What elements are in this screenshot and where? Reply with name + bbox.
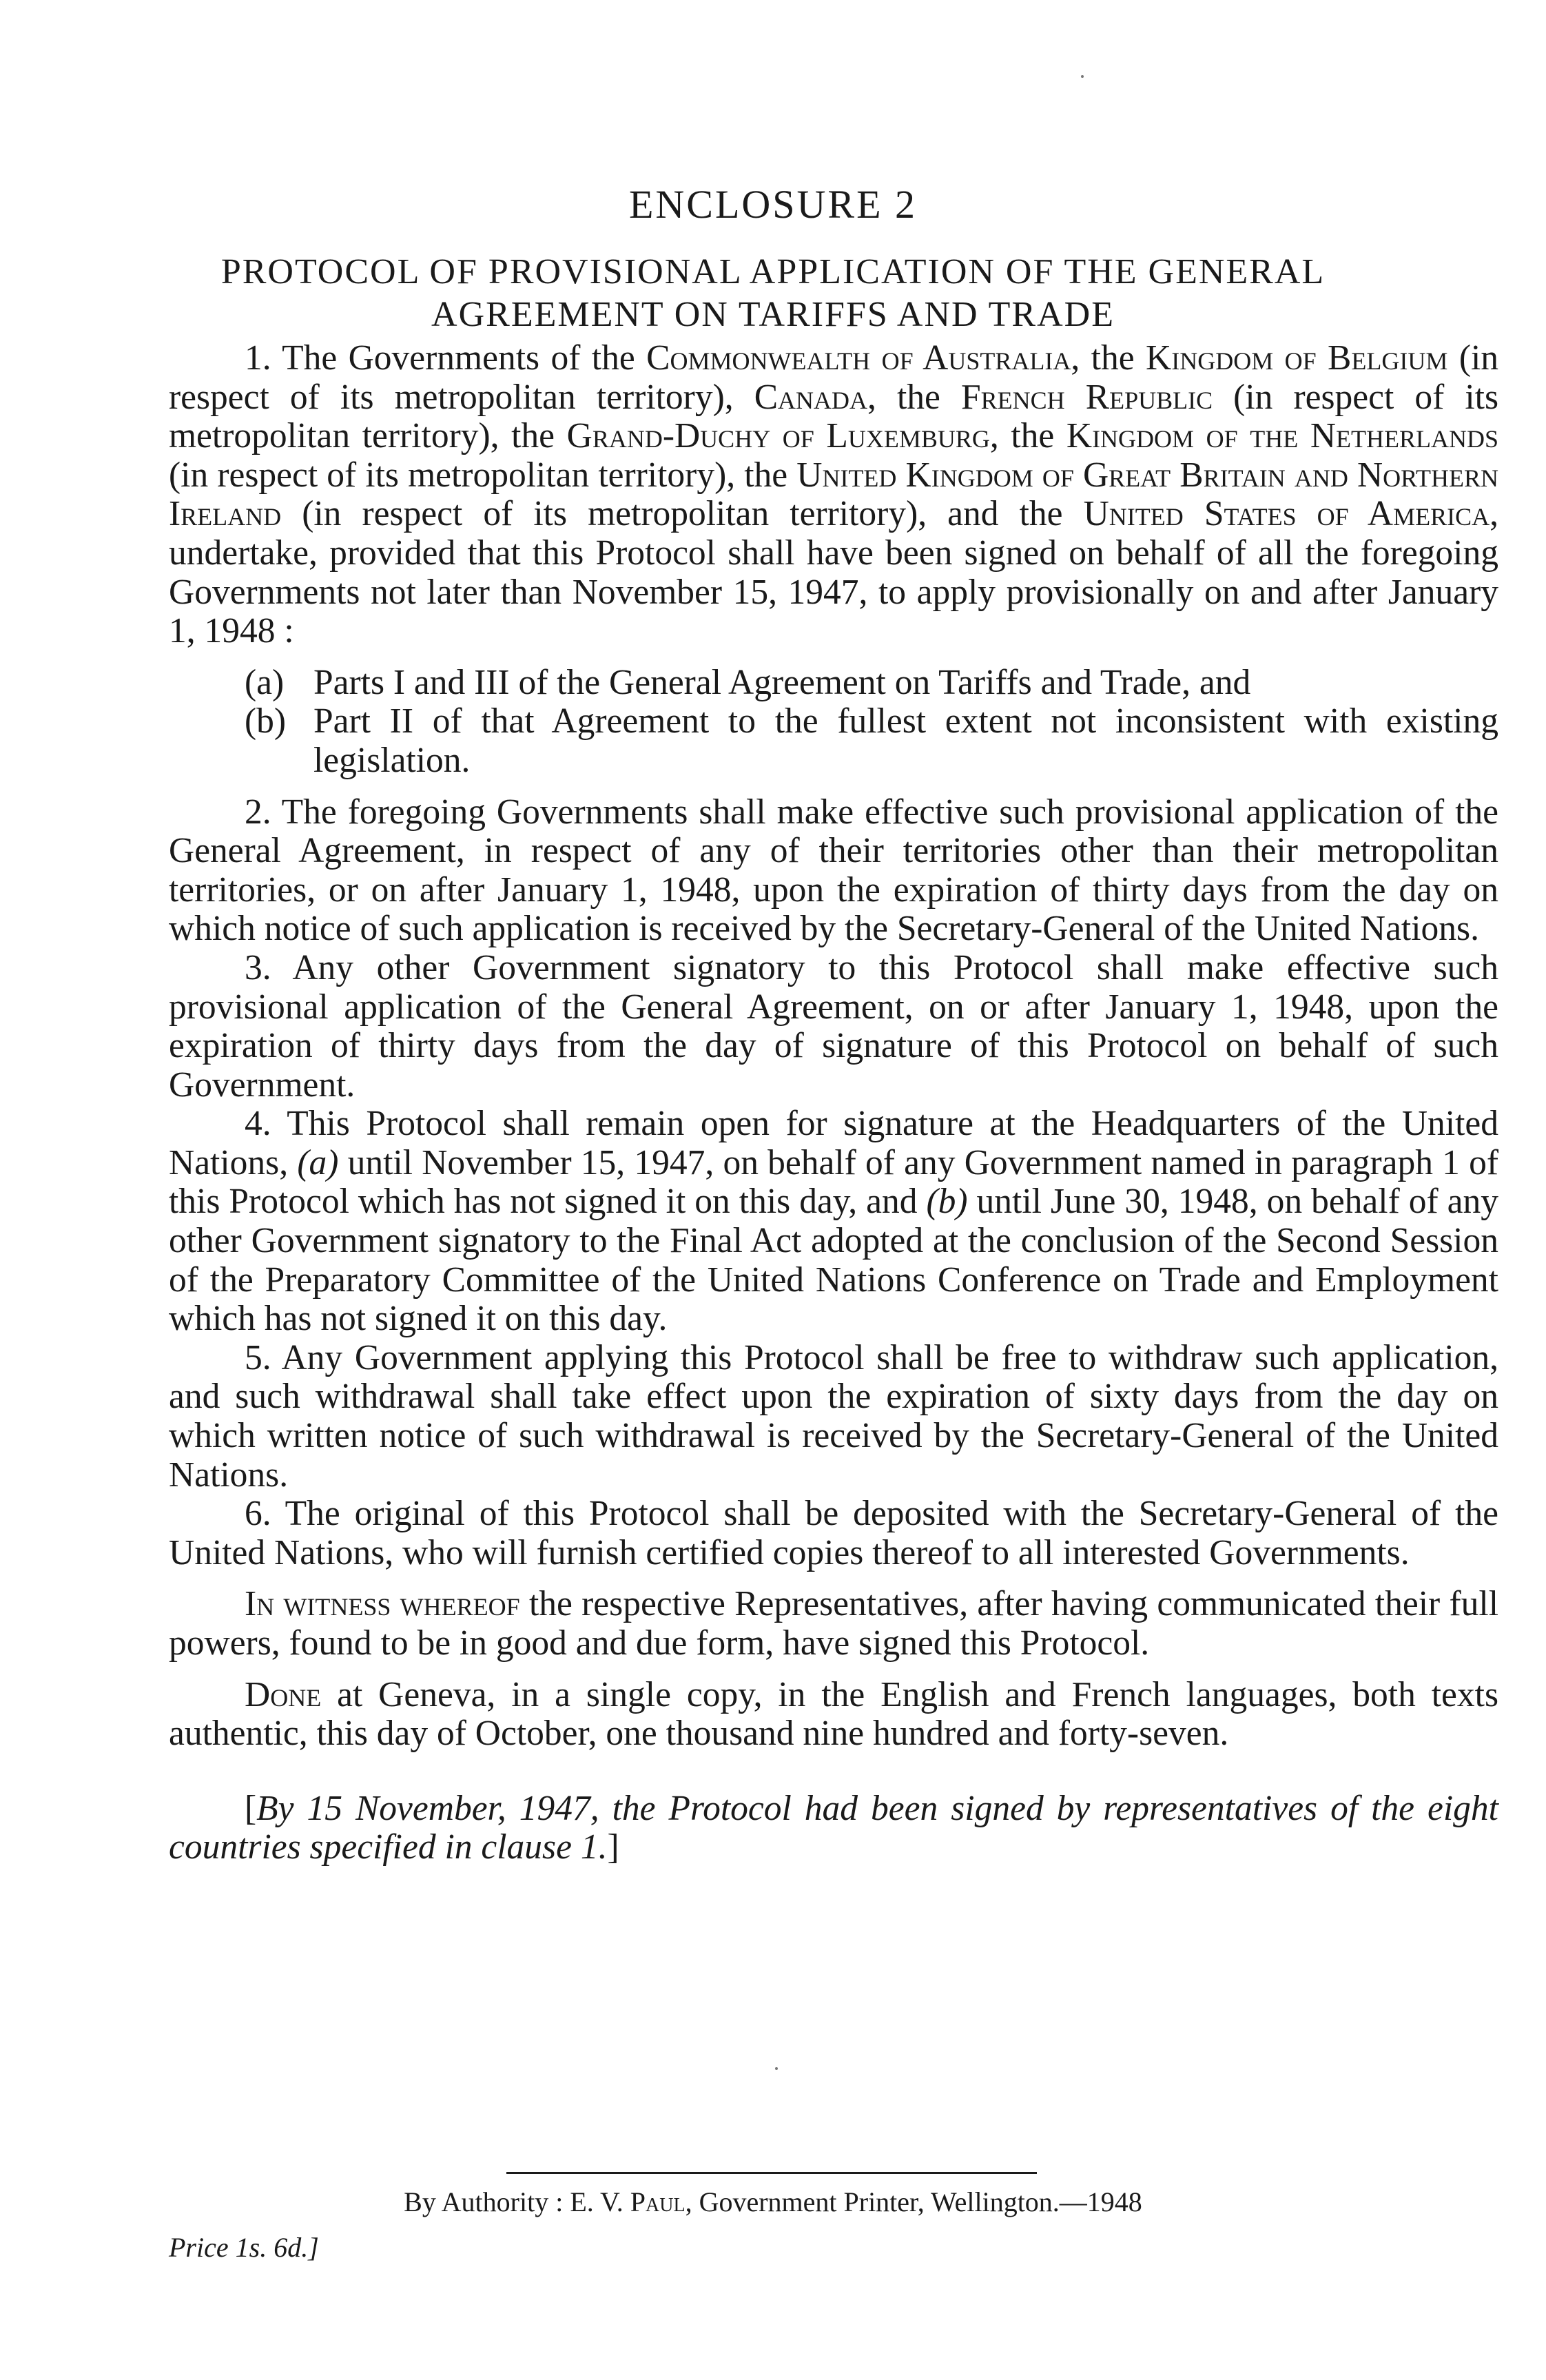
speck-mark [1081,75,1084,78]
clause-a-label: (a) [245,662,285,702]
clause-b-label: (b) [245,701,287,741]
paragraph-4: 4. This Protocol shall remain open for signature at the Headquarters of the United Nations, (a) until November 15, 1947, on behalf of any Government named in paragraph 1 of this Protocol which has not signed it on this day, and (b) until June 30, 1948, on behalf of any other Government signatory to the Final Act adopted at the conclusion of the Second Session of the Preparatory Committee of the United Nations Conference on Trade and Employment which has not signed it on this day. [169,1104,1499,1339]
speck-mark [775,2067,778,2070]
witness-clause: In witness whereof the respective Representatives, after having communicated their full powers, found to be in good and due form, have signed this Protocol. [169,1584,1498,1663]
paragraph-2: 2. The foregoing Governments shall make effective such provisional application of the General Agreement, in respect of any of their territories other than their metropolitan territories, or on after January 1, 1948, upon the expiration of thirty days from the day on which notice of such application is received by the Secretary-General of the United Nations. [169,792,1498,949]
clause-b-text: Part II of that Agreement to the fullest extent not inconsistent with existing legislation. [313,701,1498,780]
signature-note: [By 15 November, 1947, the Protocol had been signed by representatives of the eight countries specified in clause 1.] [169,1788,1498,1867]
paragraph-1: 1. The Governments of the Commonwealth of Australia, the Kingdom of Belgium (in respect of its metropolitan territory), Canada, the French Republic (in respect of its metropolitan territory), the Grand-Duchy of Luxemburg, the Kingdom of the Netherlands (in respect of its metropolitan territory), the United Kingdom of Great Britain and Northern Ireland (in respect of its metropolitan territory), and the United States of America, undertake, provided that this Protocol shall have been signed on behalf of all the foregoing Governments not later than November 15, 1947, to apply provisionally on and after January 1, 1948 : [169,338,1499,651]
protocol-body [169,339,1498,1867]
enclosure-heading: ENCLOSURE 2 [628,182,918,227]
paragraph-6: 6. The original of this Protocol shall be deposited with the Secretary-General of the United Nations, who will furnish certified copies thereof to all interested Governments. [169,1494,1498,1572]
price-line: Price 1s. 6d.] [169,2232,319,2263]
paragraph-3: 3. Any other Government signatory to this Protocol shall make effective such provisional application of the General Agreement, on or after January 1, 1948, upon the expiration of thirty days from the day of signature of this Protocol on behalf of such Government. [169,947,1498,1105]
protocol-title-line-1: PROTOCOL OF PROVISIONAL APPLICATION OF THE GENERAL [220,252,1326,291]
paragraph-5: 5. Any Government applying this Protocol shall be free to withdraw such application, and such withdrawal shall take effect upon the expiration of sixty days from the day on which written notice of such withdrawal is received by the Secretary-General of the United Nations. [169,1337,1498,1495]
footer-rule [506,2172,1037,2174]
printer-imprint: By Authority : E. V. Paul, Government Printer, Wellington.—1948 [404,2186,1142,2217]
done-clause: Done at Geneva, in a single copy, in the English and French languages, both texts authentic, this day of October, one thousand nine hundred and forty-seven. [169,1674,1498,1754]
clause-b [169,702,1498,780]
clause-a [169,664,1498,703]
protocol-title-line-2: AGREEMENT ON TARIFFS AND TRADE [431,295,1115,334]
clause-a-text: Parts I and III of the General Agreement on Tariffs and Trade, and [313,662,1251,702]
